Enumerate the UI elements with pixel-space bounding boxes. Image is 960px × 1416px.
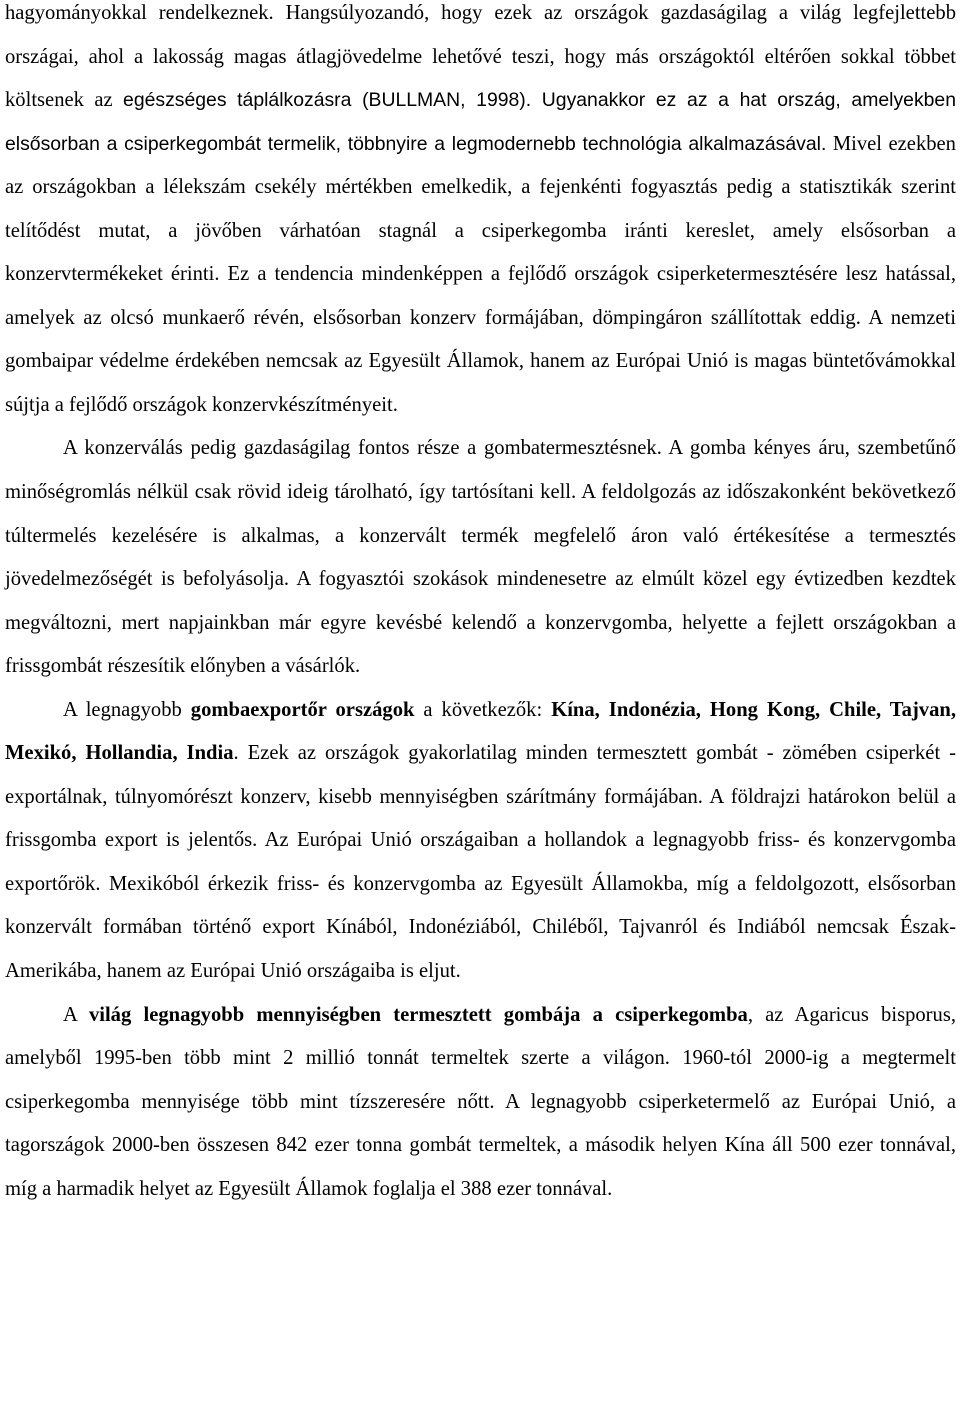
document-page bbox=[5, 0, 956, 1211]
paragraph-3-text-e: . Ezek az országok gyakorlatilag minden termesztett gombát - zömében csiperkét - exportálnak, túlnyomórészt konzerv, kisebb mennyiségben szárítmány formájában. A földrajzi határokon belül a frissgomba export is jelentős. Az Európai Unió országaiban a hollandok a legnagyobb friss- és konzervgomba exportőrök. Mexikóból érkezik friss- és konzervgomba az Egyesült Államokba, míg a feldolgozott, elsősorban konzervált formában történő export Kínából, Indonéziából, Chiléből, Tajvanról és Indiából nemcsak Észak-Amerikába, hanem az Európai Unió országaiba is eljut. bbox=[5, 742, 956, 983]
paragraph-3-bold-exporters: gombaexportőr országok bbox=[190, 698, 415, 721]
paragraph-1-text-c: Mivel ezekben az országokban a lélekszám csekély mértékben emelkedik, a fejenkénti fogyasztás pedig a statisztikák szerint telítődést mutat, a jövőben várhatóan stagnál a csiperkegomba iránti kereslet, amely elsősorban a konzervtermékeket érinti. Ez a tendencia mindenképpen a fejlődő országok csiperketermesztésére lesz hatással, amelyek az olcsó munkaerő révén, elsősorban konzerv formájában, dömpingáron szállítottak eddig. A nemzeti gombaipar védelme érdekében nemcsak az Egyesült Államok, hanem az Európai Unió is magas büntetővámokkal sújtja a fejlődő országok konzervkészítményeit. bbox=[5, 132, 956, 416]
paragraph-3-text-a: A legnagyobb bbox=[63, 698, 191, 721]
paragraph-1-text-b: egészséges táplálkozásra (BULLMAN, 1998). Ugyanakkor ez az a hat ország, amelyekben elsősorban a csiperkegombát termelik, többnyire a legmodernebb technológia alkalmazásával. bbox=[5, 89, 956, 155]
paragraph-3 bbox=[5, 689, 956, 994]
paragraph-2: A konzerválás pedig gazdaságilag fontos része a gombatermesztésnek. A gomba kényes áru, szembetűnő minőségromlás nélkül csak rövid ideig tárolható, így tartósítani kell. A feldolgozás az időszakonként bekövetkező túltermelés kezelésére is alkalmas, a konzervált termék megfelelő áron való értékesítése a termesztés jövedelmezőségét is befolyásolja. A fogyasztói szokások mindenesetre az elmúlt közel egy évtizedben kezdtek megváltozni, mert napjainkban már egyre kevésbé kelendő a konzervgomba, helyette a fejlett országokban a frissgombát részesítik előnyben a vásárlók. bbox=[5, 437, 956, 678]
paragraph-1-text-a: hagyományokkal rendelkeznek. Hangsúlyozandó, hogy ezek az országok gazdaságilag a világ legfejlettebb országai, ahol a lakosság magas átlagjövedelme lehetővé teszi, hogy más országoktól eltérően sokkal többet költsenek az bbox=[5, 2, 956, 112]
paragraph-4-bold-statement: világ legnagyobb mennyiségben termesztett gombája a csiperkegomba bbox=[88, 1003, 748, 1026]
paragraph-1 bbox=[5, 0, 956, 427]
paragraph-4 bbox=[5, 994, 956, 1212]
paragraph-3-bold-countries: Kína, Indonézia, Hong Kong, Chile, Tajvan, Mexikó, Hollandia, India bbox=[5, 698, 956, 765]
paragraph-4-text-c: , az Agaricus bisporus, amelyből 1995-ben több mint 2 millió tonnát termeltek szerte a világon. 1960-tól 2000-ig a megtermelt csiperkegomba mennyisége több mint tízszeresére nőtt. A legnagyobb csiperketermelő az Európai Unió, a tagországok 2000-ben összesen 842 ezer tonna gombát termeltek, a második helyen Kína áll 500 ezer tonnával, míg a harmadik helyet az Egyesült Államok foglalja el 388 ezer tonnával. bbox=[5, 1003, 956, 1200]
paragraph-4-text-a: A bbox=[63, 1003, 89, 1026]
paragraph-3-text-c: a következők: bbox=[414, 698, 552, 721]
